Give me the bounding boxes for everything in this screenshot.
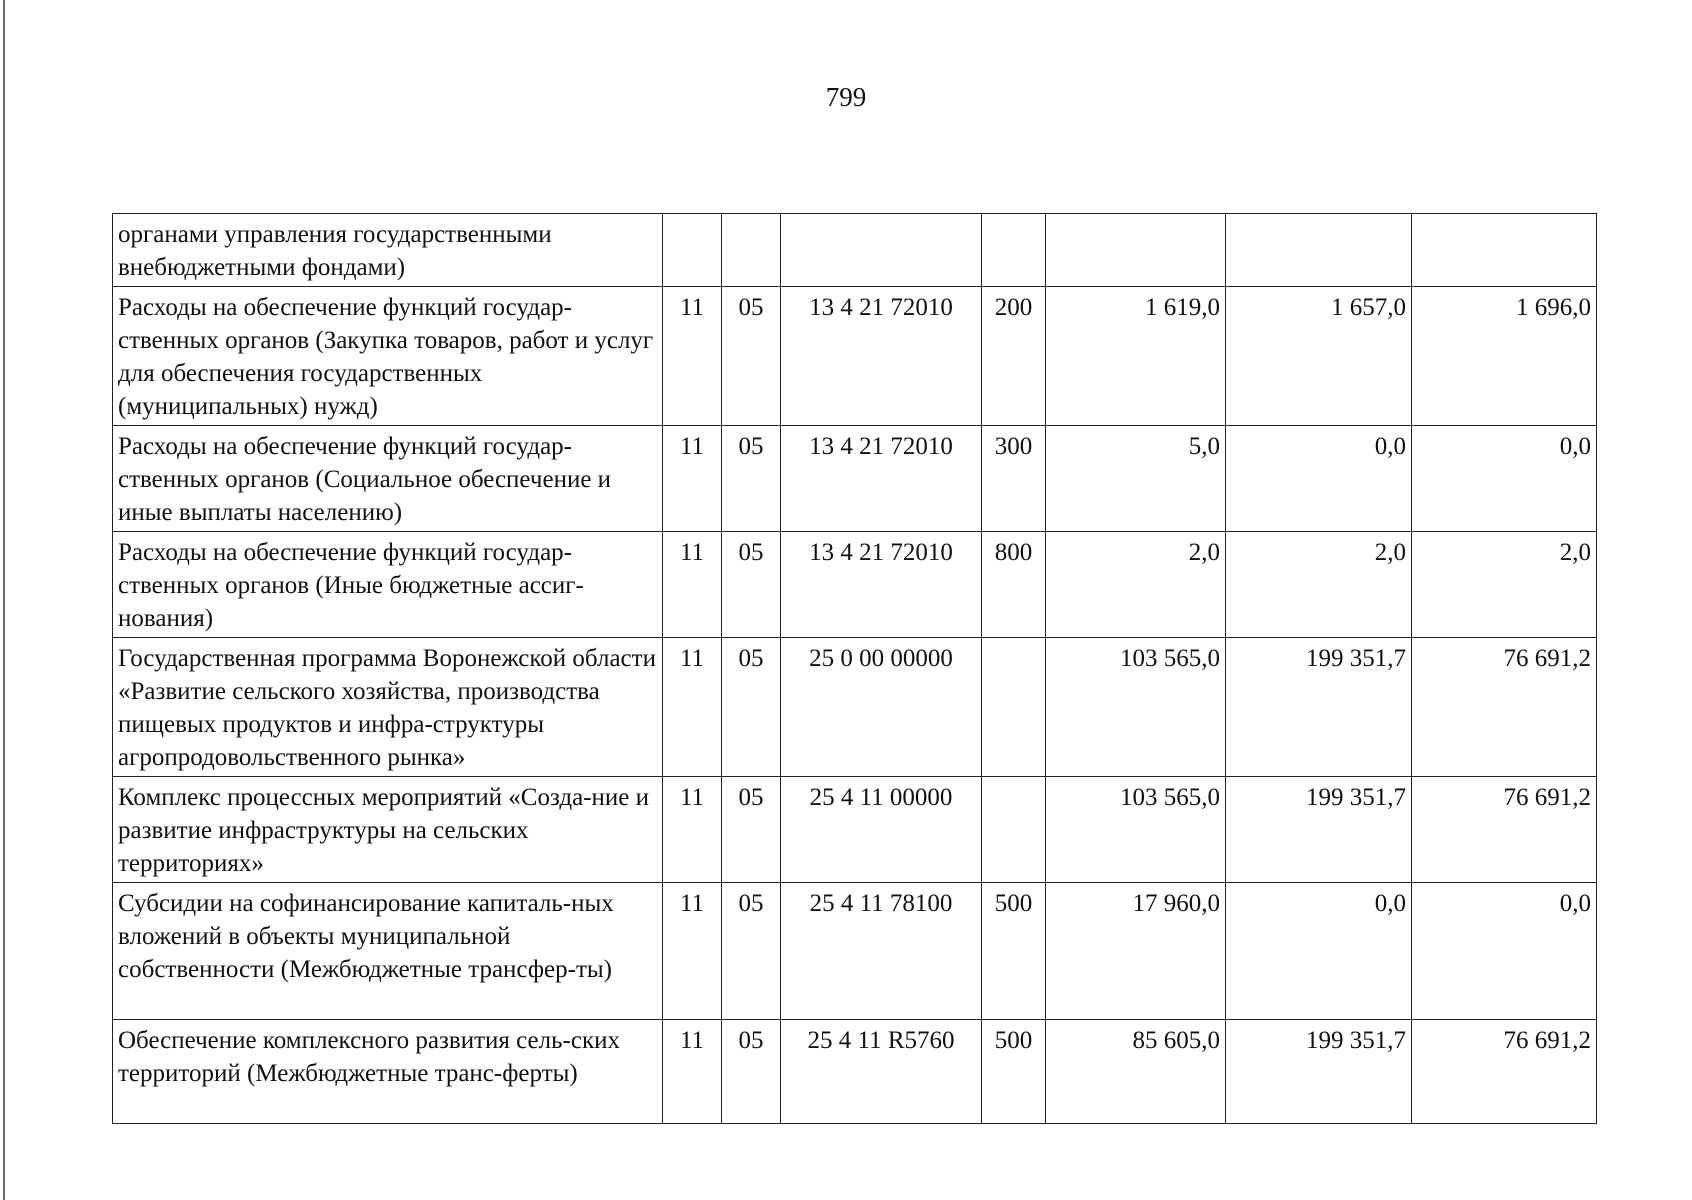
subsection-code-cell: 05 (722, 777, 781, 883)
expense-type-cell (982, 638, 1046, 777)
amount-year-2-cell: 0,0 (1226, 883, 1412, 1020)
expense-name-cell: Субсидии на софинансирование капиталь-ных вложений в объекты муниципальной собственности (Межбюджетные трансфер-ты) (113, 883, 663, 1020)
amount-year-3-cell: 1 696,0 (1412, 287, 1597, 426)
table-row (113, 214, 1597, 287)
target-article-cell (781, 214, 982, 287)
section-code-cell: 11 (663, 1020, 722, 1124)
page-number: 799 (825, 82, 867, 112)
table-row (113, 883, 1597, 1020)
subsection-code-cell (722, 214, 781, 287)
table-row (113, 777, 1597, 883)
expense-name-cell: Расходы на обеспечение функций государ-ственных органов (Закупка товаров, работ и услуг для обеспечения государственных (муниципальных) нужд) (113, 287, 663, 426)
amount-year-2-cell: 1 657,0 (1226, 287, 1412, 426)
expense-type-cell (982, 777, 1046, 883)
amount-year-3-cell: 0,0 (1412, 883, 1597, 1020)
amount-year-2-cell: 199 351,7 (1226, 777, 1412, 883)
section-code-cell: 11 (663, 532, 722, 638)
target-article-cell: 25 0 00 00000 (781, 638, 982, 777)
amount-year-2-cell: 199 351,7 (1226, 1020, 1412, 1124)
expense-type-cell: 500 (982, 1020, 1046, 1124)
amount-year-1-cell: 103 565,0 (1046, 777, 1226, 883)
amount-year-1-cell: 85 605,0 (1046, 1020, 1226, 1124)
target-article-cell: 13 4 21 72010 (781, 532, 982, 638)
budget-table (112, 213, 1597, 1124)
target-article-cell: 13 4 21 72010 (781, 426, 982, 532)
table-row (113, 532, 1597, 638)
amount-year-3-cell (1412, 214, 1597, 287)
amount-year-3-cell: 76 691,2 (1412, 638, 1597, 777)
subsection-code-cell: 05 (722, 638, 781, 777)
amount-year-1-cell: 103 565,0 (1046, 638, 1226, 777)
amount-year-2-cell (1226, 214, 1412, 287)
subsection-code-cell: 05 (722, 287, 781, 426)
expense-name-cell: Расходы на обеспечение функций государ-ственных органов (Иные бюджетные ассиг-нования) (113, 532, 663, 638)
table-row (113, 1020, 1597, 1124)
expense-name-cell: органами управления государственными внебюджетными фондами) (113, 214, 663, 287)
expense-type-cell: 800 (982, 532, 1046, 638)
subsection-code-cell: 05 (722, 1020, 781, 1124)
table-row (113, 287, 1597, 426)
expense-name-cell: Комплекс процессных мероприятий «Созда-ние и развитие инфраструктуры на сельских территориях» (113, 777, 663, 883)
amount-year-2-cell: 199 351,7 (1226, 638, 1412, 777)
expense-name-cell: Государственная программа Воронежской области «Развитие сельского хозяйства, производства пищевых продуктов и инфра-структуры агропродовольственного рынка» (113, 638, 663, 777)
subsection-code-cell: 05 (722, 883, 781, 1020)
amount-year-1-cell: 1 619,0 (1046, 287, 1226, 426)
page-edge-line (3, 0, 5, 1200)
target-article-cell: 25 4 11 R5760 (781, 1020, 982, 1124)
expense-name-cell: Обеспечение комплексного развития сель-ских территорий (Межбюджетные транс-ферты) (113, 1020, 663, 1124)
amount-year-1-cell: 2,0 (1046, 532, 1226, 638)
amount-year-3-cell: 2,0 (1412, 532, 1597, 638)
amount-year-2-cell: 2,0 (1226, 532, 1412, 638)
amount-year-3-cell: 76 691,2 (1412, 777, 1597, 883)
section-code-cell (663, 214, 722, 287)
target-article-cell: 25 4 11 00000 (781, 777, 982, 883)
subsection-code-cell: 05 (722, 426, 781, 532)
expense-type-cell: 300 (982, 426, 1046, 532)
target-article-cell: 13 4 21 72010 (781, 287, 982, 426)
expense-type-cell: 200 (982, 287, 1046, 426)
expense-name-cell: Расходы на обеспечение функций государ-ственных органов (Социальное обеспечение и иные выплаты населению) (113, 426, 663, 532)
section-code-cell: 11 (663, 638, 722, 777)
amount-year-2-cell: 0,0 (1226, 426, 1412, 532)
section-code-cell: 11 (663, 883, 722, 1020)
subsection-code-cell: 05 (722, 532, 781, 638)
amount-year-3-cell: 76 691,2 (1412, 1020, 1597, 1124)
expense-type-cell (982, 214, 1046, 287)
section-code-cell: 11 (663, 426, 722, 532)
section-code-cell: 11 (663, 777, 722, 883)
table-row (113, 426, 1597, 532)
expense-type-cell: 500 (982, 883, 1046, 1020)
amount-year-1-cell: 17 960,0 (1046, 883, 1226, 1020)
section-code-cell: 11 (663, 287, 722, 426)
amount-year-1-cell (1046, 214, 1226, 287)
amount-year-3-cell: 0,0 (1412, 426, 1597, 532)
amount-year-1-cell: 5,0 (1046, 426, 1226, 532)
target-article-cell: 25 4 11 78100 (781, 883, 982, 1020)
table-row (113, 638, 1597, 777)
